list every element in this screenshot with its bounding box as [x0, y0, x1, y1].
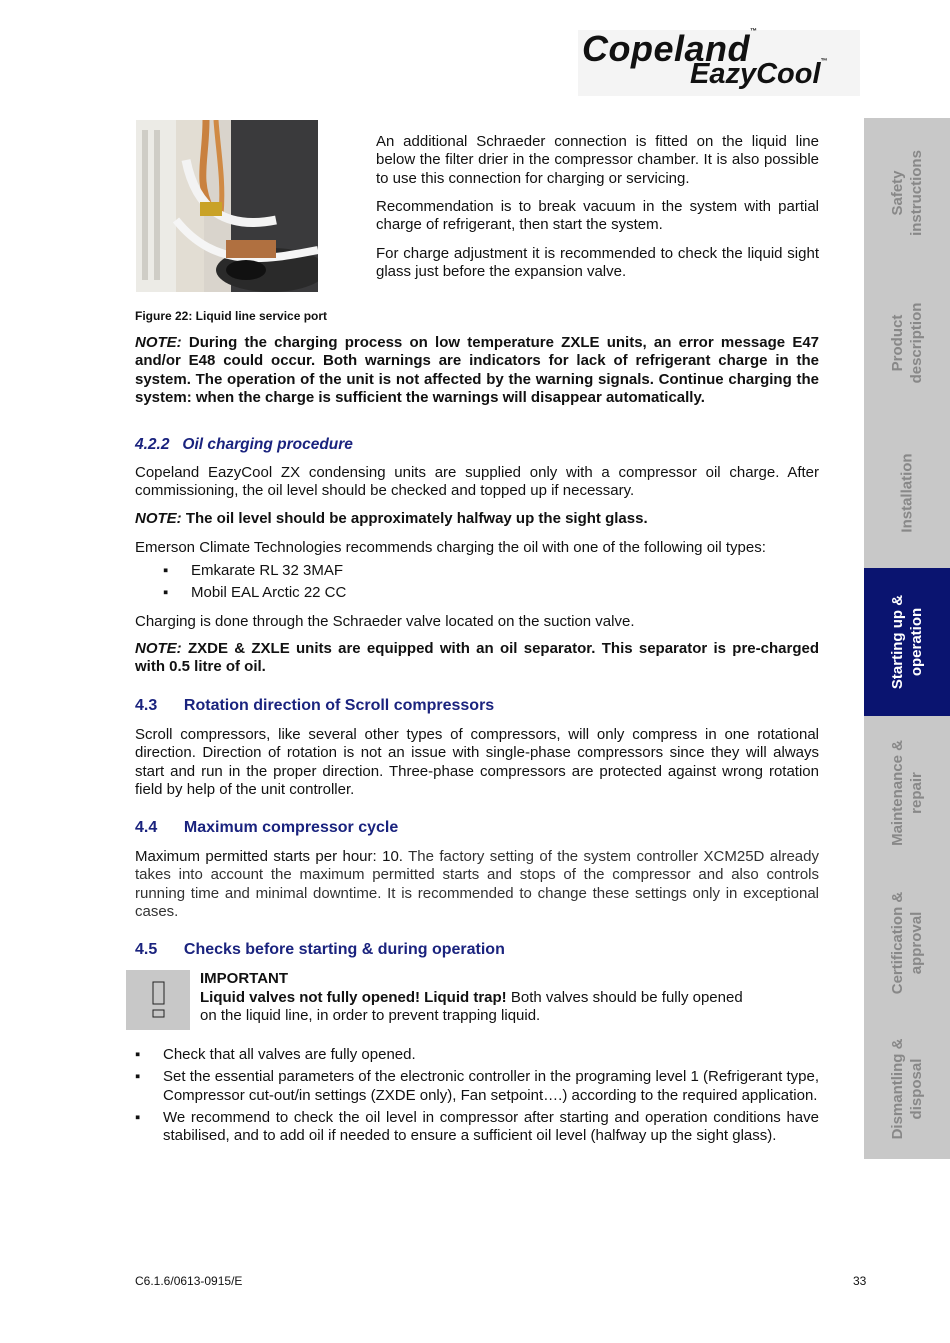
tab-product-description[interactable]: [864, 268, 950, 418]
check-item: We recommend to check the oil level in compressor after starting and operation conditions have stabilised, and to add oil if needed to ensure a sufficient oil level (halfway up the sight glass).: [163, 1108, 819, 1145]
heading-4-5: 4.5 Checks before starting & during operation: [135, 941, 505, 958]
factory-setting-text: The factory setting of the system controller XCM25D already takes into account the maximum permitted starts and stops of the compressor and also controls running time and minimal downtime. It is recommended to change these settings only in exceptional cases.: [135, 848, 819, 920]
tab-label: Product description: [889, 302, 925, 384]
oil-type: Mobil EAL Arctic 22 CC: [191, 584, 347, 602]
brand-logo-eazycool: EazyCool™: [690, 58, 828, 90]
bullet-glyph: ▪: [163, 584, 169, 602]
oil-charge-paragraph: Copeland EazyCool ZX condensing units are supplied only with a compressor oil charge. After commissioning, the oil level should be checked and topped up if necessary.: [135, 464, 819, 500]
tab-certification-approval[interactable]: [864, 868, 950, 1018]
figure-caption: Figure 22: Liquid line service port: [135, 309, 328, 323]
list-item: [163, 584, 563, 602]
tab-label: Installation: [898, 453, 916, 533]
rotation-paragraph: Scroll compressors, like several other types of compressors, will only compress in one rotational direction. Direction of rotation is not an issue with single-phase compressors since they will always start and run in the proper direction. Three-phase compressors are protected against wrong rotation field by help of the unit controller.: [135, 726, 819, 798]
charging-schraeder-paragraph: Charging is done through the Schraeder valve located on the suction valve.: [135, 613, 635, 630]
list-item: [135, 1046, 819, 1064]
brand-logo-copeland: Copeland™: [582, 28, 758, 69]
chapter-tabs: [864, 118, 950, 1159]
tab-safety-instructions[interactable]: [864, 118, 950, 268]
check-item: Check that all valves are fully opened.: [163, 1046, 416, 1063]
note-text: During the charging process on low temperature ZXLE units, an error message E47 and/or E48 could occur. Both warnings are indicators for lack of refrigerant charge in the system. The operation of the unit is not affected by the warning signals. Continue charging the system: when the charge is sufficient the warnings will disappear automatically.: [135, 334, 820, 406]
bullet-glyph: ▪: [135, 1068, 141, 1086]
note-label: NOTE:: [135, 640, 182, 657]
note-text: The oil level should be approximately halfway up the sight glass.: [185, 510, 648, 527]
note-oil-level: [135, 510, 819, 528]
oil-type: Emkarate RL 32 3MAF: [191, 562, 343, 579]
tab-starting-up-operation[interactable]: [864, 568, 950, 716]
note-label: NOTE:: [135, 334, 182, 351]
tab-label: Safety instructions: [889, 150, 925, 236]
bullet-glyph: ▪: [135, 1046, 141, 1063]
note-error-messages: [135, 334, 819, 407]
max-cycle-paragraph: [135, 848, 819, 921]
intro-paragraph-1: An additional Schraeder connection is fitted on the liquid line below the filter drier in the compressor chamber. It is also possible to use this connection for charging or servicing.: [376, 133, 819, 187]
warning-icon: [126, 970, 190, 1030]
list-item: [135, 1109, 819, 1146]
note-text: ZXDE & ZXLE units are equipped with an oil separator. This separator is pre-charged with 0.5 litre of oil.: [135, 640, 820, 676]
important-text: [200, 989, 748, 1026]
tab-label: Dismantling & disposal: [889, 1038, 925, 1139]
tab-maintenance-repair[interactable]: [864, 718, 950, 868]
tab-installation[interactable]: [864, 418, 950, 568]
intro-paragraph-3: For charge adjustment it is recommended to check the liquid sight glass just before the expansion valve.: [376, 245, 819, 281]
heading-4-3: 4.3 Rotation direction of Scroll compressors: [135, 697, 495, 714]
tab-label: Maintenance & repair: [889, 740, 925, 846]
document-id: C6.1.6/0613-0915/E: [135, 1274, 243, 1288]
oil-types-intro: Emerson Climate Technologies recommends charging the oil with one of the following oil types:: [135, 539, 766, 556]
liquid-line-service-port-photo: [136, 120, 318, 292]
bullet-glyph: ▪: [135, 1108, 141, 1126]
note-oil-separator: [135, 640, 819, 677]
heading-4-2-2: 4.2.2 Oil charging procedure: [135, 436, 353, 453]
list-item: [163, 562, 563, 580]
tab-label: Certification & approval: [889, 891, 925, 995]
important-normal-text: Both valves should be fully opened on the liquid line, in order to prevent trapping liquid.: [200, 989, 743, 1025]
note-label: NOTE:: [135, 510, 182, 527]
oil-types-list: [163, 562, 563, 603]
intro-paragraph-2: Recommendation is to break vacuum in the system with partial charge of refrigerant, then start the system.: [376, 198, 819, 234]
heading-4-4: 4.4 Maximum compressor cycle: [135, 819, 399, 836]
list-item: [135, 1068, 819, 1105]
max-starts-text: Maximum permitted starts per hour: 10.: [135, 848, 403, 865]
important-title: IMPORTANT: [200, 970, 289, 987]
tab-label: Starting up & operation: [889, 594, 925, 690]
important-box: [126, 970, 190, 1030]
tab-dismantling-disposal[interactable]: [864, 1018, 950, 1159]
page-number: 33: [853, 1274, 867, 1288]
important-bold-text: Liquid valves not fully opened! Liquid trap!: [200, 989, 507, 1006]
checks-list: [135, 1046, 819, 1145]
bullet-glyph: ▪: [163, 562, 169, 579]
check-item: Set the essential parameters of the electronic controller in the programing level 1 (Refrigerant type, Compressor cut-out/in settings (ZXDE only), Fan setpoint….) according to the required application.: [163, 1068, 819, 1104]
